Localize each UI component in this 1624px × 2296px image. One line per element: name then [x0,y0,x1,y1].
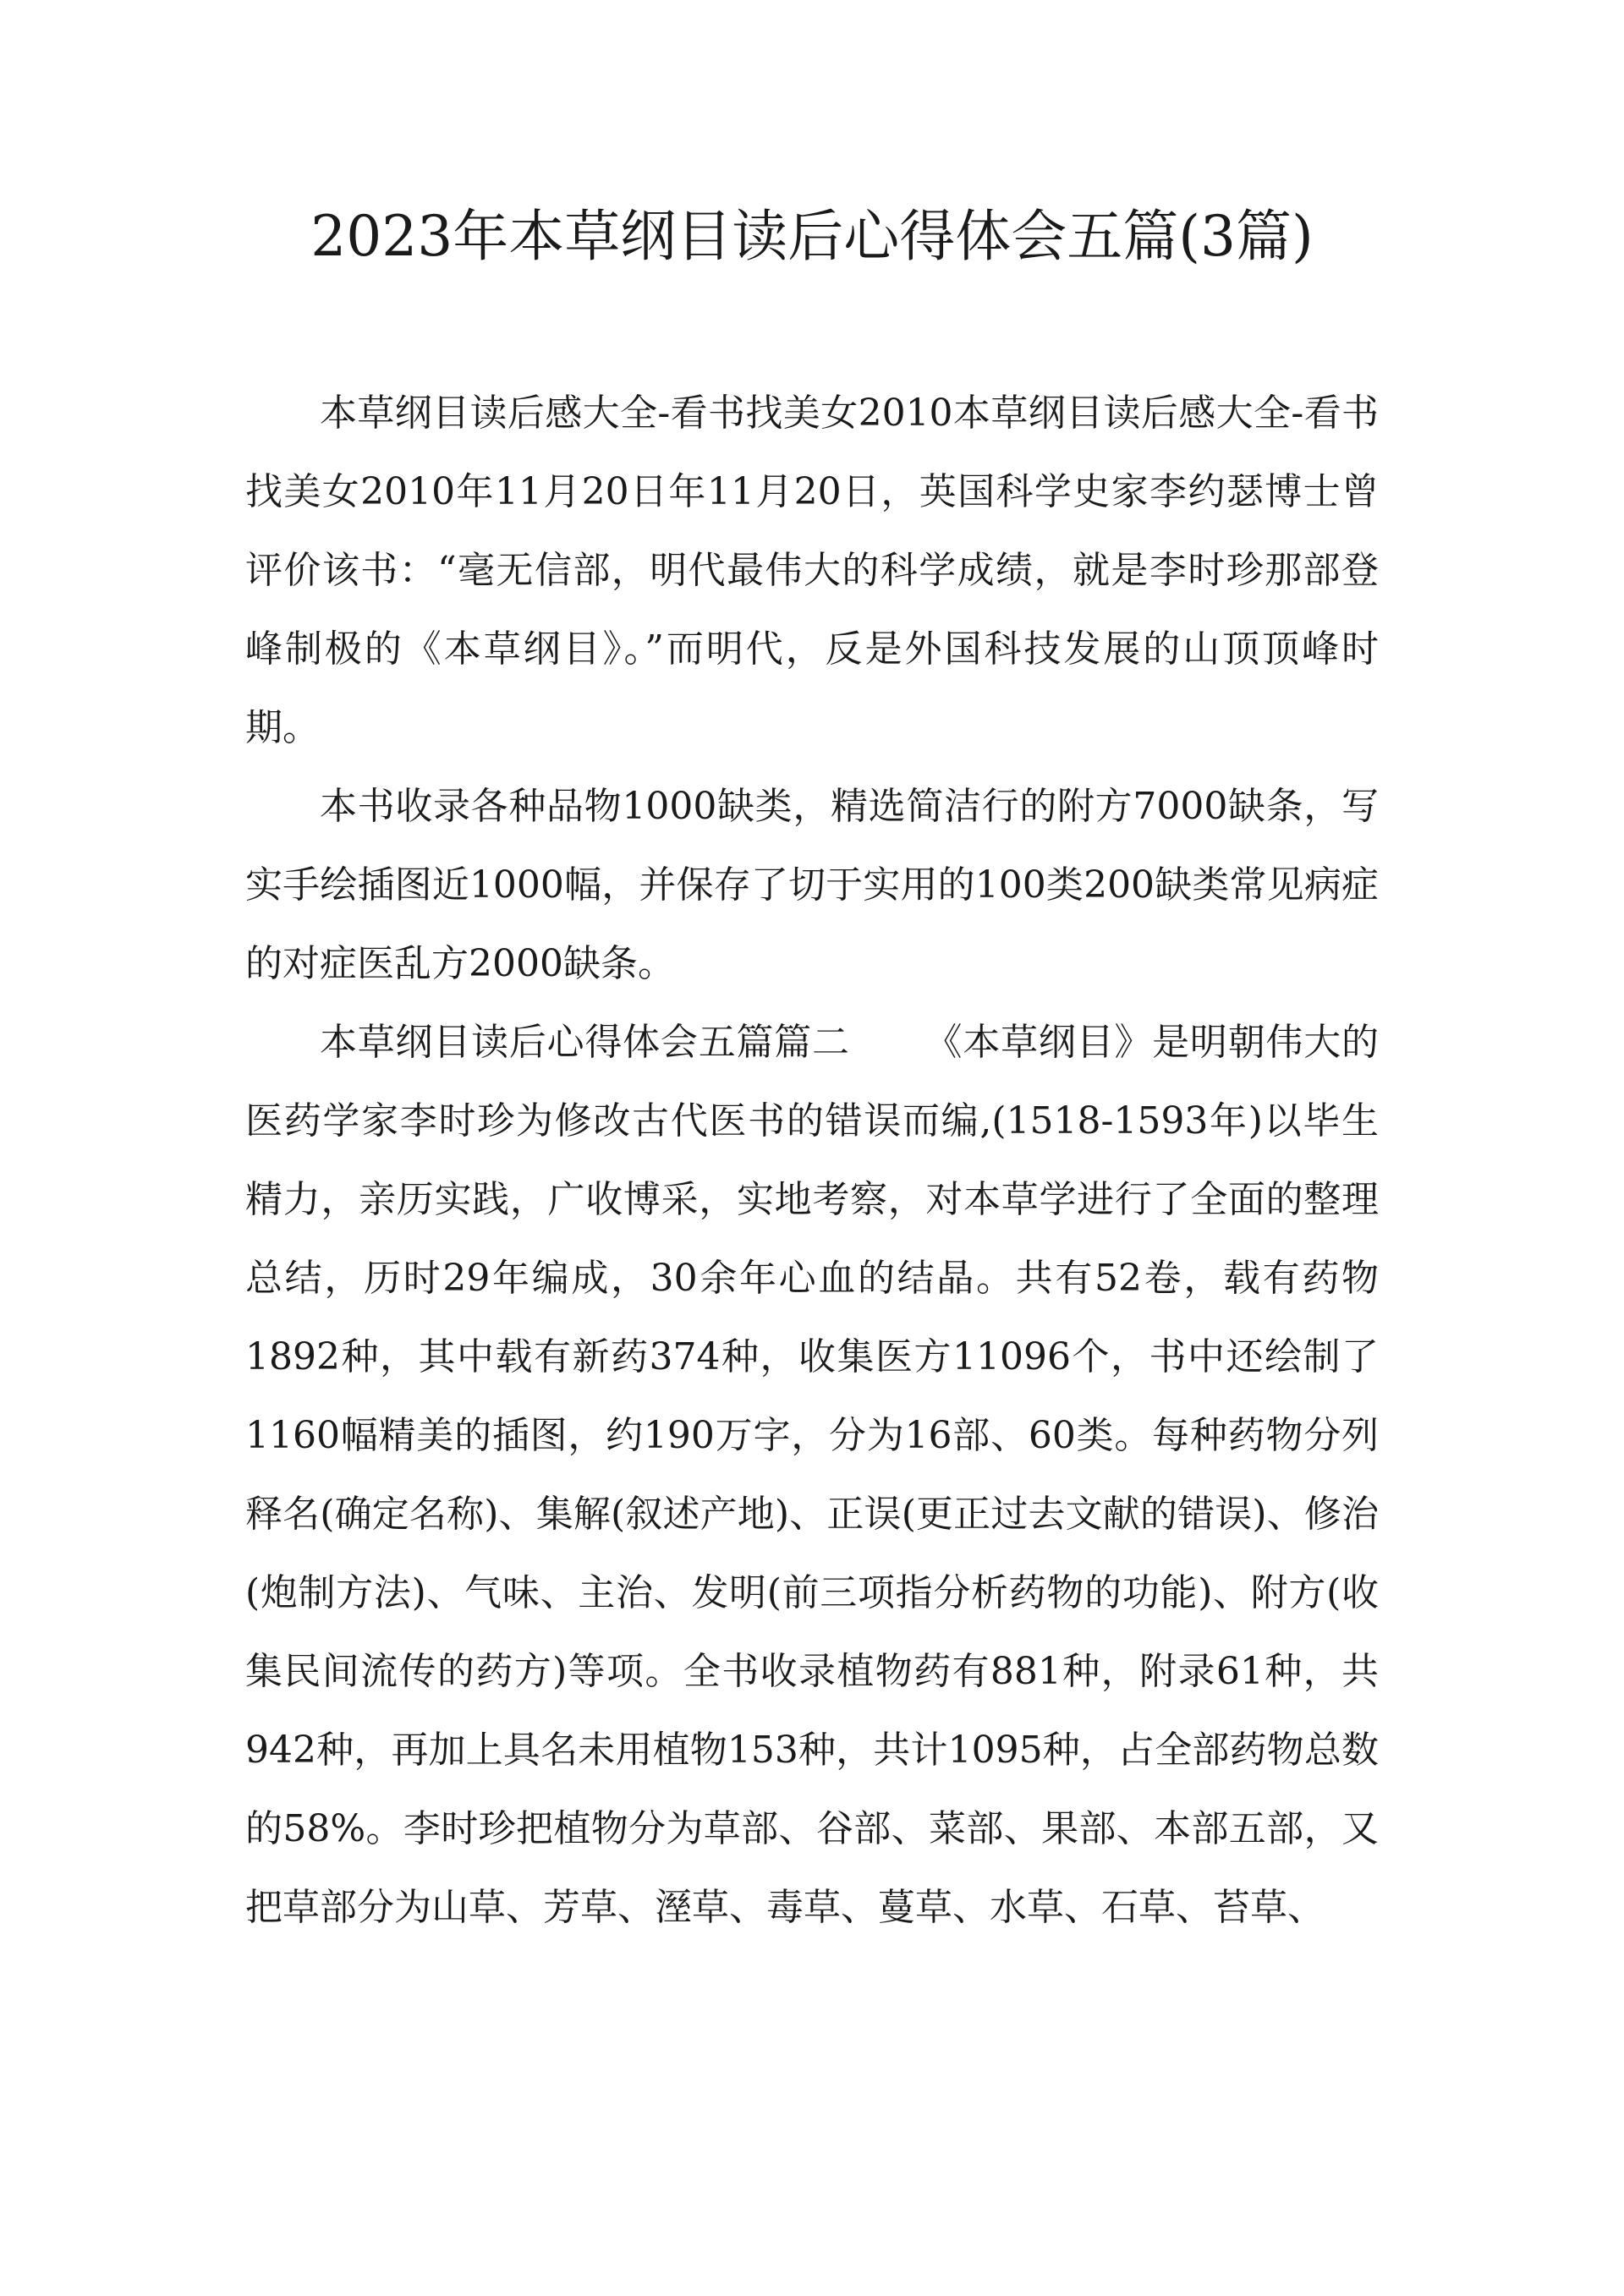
paragraph-1: 本草纲目读后感大全-看书找美女2010本草纲目读后感大全-看书找美女2010年11月20日年11月20日，英国科学史家李约瑟博士曾评价该书：“毫无信部，明代最伟大的科学成绩，就是李时珍那部登峰制极的《本草纲目》。”而明代，反是外国科技发展的山顶顶峰时期。 [245,392,1379,749]
paragraph-3 [245,1003,1379,1947]
document-body [245,374,1379,1947]
paragraph-3-text: 《本草纲目》是明朝伟大的医药学家李时珍为修改古代医书的错误而编,(1518-1593年)以毕生精力，亲历实践，广收博采，实地考察，对本草学进行了全面的整理总结，历时29年编成，30余年心血的结晶。共有52卷，载有药物1892种，其中载有新药374种，收集医方11096个，书中还绘制了1160幅精美的插图，约190万字，分为16部、60类。每种药物分列释名(确定名称)、集解(叙述产地)、正误(更正过去文献的错误)、修治(炮制方法)、气味、主治、发明(前三项指分析药物的功能)、附方(收集民间流传的药方)等项。全书收录植物药有881种，附录61种，共942种，再加上具名未用植物153种，共计1095种，占全部药物总数的58%。李时珍把植物分为草部、谷部、菜部、果部、本部五部，又把草部分为山草、芳草、溼草、毒草、蔓草、水草、石草、苔草、 [245,1021,1380,1929]
paragraph-2: 本书收录各种品物1000缺类，精选简洁行的附方7000缺条，写实手绘插图近1000幅，并保存了切于实用的100类200缺类常见病症的对症医乱方2000缺条。 [245,785,1379,985]
document-title: 2023年本草纲目读后心得体会五篇(3篇) [310,204,1314,269]
section-heading: 本草纲目读后心得体会五篇篇二 [320,1021,850,1064]
